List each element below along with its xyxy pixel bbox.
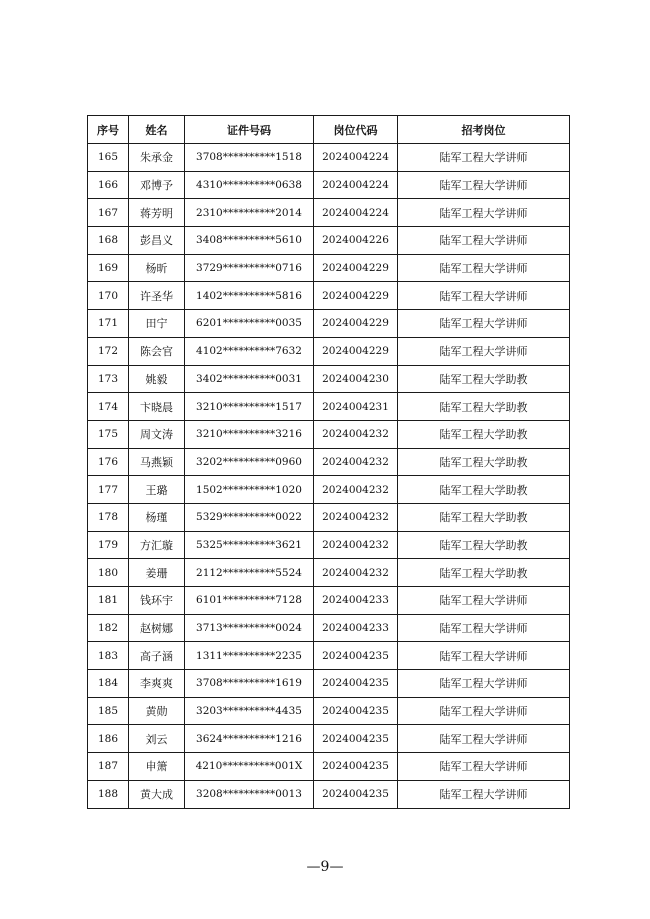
table-row <box>88 144 570 172</box>
cell-position-code: 2024004235 <box>314 642 398 670</box>
header-index: 序号 <box>88 116 129 144</box>
cell-id-number: 1502**********1020 <box>185 476 314 504</box>
cell-index: 177 <box>88 476 129 504</box>
cell-index: 166 <box>88 171 129 199</box>
cell-index: 172 <box>88 337 129 365</box>
cell-id-number: 5329**********0022 <box>185 503 314 531</box>
cell-name: 卞晓晨 <box>129 393 185 421</box>
cell-index: 181 <box>88 587 129 615</box>
cell-id-number: 3708**********1518 <box>185 144 314 172</box>
cell-id-number: 2112**********5524 <box>185 559 314 587</box>
cell-index: 182 <box>88 614 129 642</box>
cell-name: 赵树娜 <box>129 614 185 642</box>
cell-name: 周文涛 <box>129 420 185 448</box>
cell-index: 169 <box>88 254 129 282</box>
cell-position-code: 2024004224 <box>314 144 398 172</box>
roster-table-container <box>87 115 569 809</box>
cell-name: 方汇璇 <box>129 531 185 559</box>
cell-position: 陆军工程大学讲师 <box>398 254 570 282</box>
cell-position: 陆军工程大学讲师 <box>398 282 570 310</box>
cell-position-code: 2024004232 <box>314 420 398 448</box>
cell-position: 陆军工程大学讲师 <box>398 725 570 753</box>
cell-name: 许圣华 <box>129 282 185 310</box>
cell-name: 马燕颖 <box>129 448 185 476</box>
cell-name: 邓博予 <box>129 171 185 199</box>
table-row <box>88 254 570 282</box>
cell-name: 王璐 <box>129 476 185 504</box>
cell-position-code: 2024004229 <box>314 282 398 310</box>
table-row <box>88 780 570 808</box>
cell-index: 170 <box>88 282 129 310</box>
cell-index: 188 <box>88 780 129 808</box>
table-row <box>88 697 570 725</box>
cell-index: 186 <box>88 725 129 753</box>
cell-position: 陆军工程大学讲师 <box>398 753 570 781</box>
cell-position: 陆军工程大学助教 <box>398 559 570 587</box>
table-row <box>88 587 570 615</box>
header-name: 姓名 <box>129 116 185 144</box>
cell-name: 钱环宇 <box>129 587 185 615</box>
cell-index: 184 <box>88 670 129 698</box>
cell-position: 陆军工程大学讲师 <box>398 171 570 199</box>
cell-position: 陆军工程大学助教 <box>398 420 570 448</box>
cell-position-code: 2024004226 <box>314 227 398 255</box>
cell-id-number: 3208**********0013 <box>185 780 314 808</box>
cell-index: 175 <box>88 420 129 448</box>
cell-id-number: 1402**********5816 <box>185 282 314 310</box>
cell-position-code: 2024004229 <box>314 337 398 365</box>
cell-position-code: 2024004235 <box>314 753 398 781</box>
cell-position: 陆军工程大学助教 <box>398 531 570 559</box>
table-row <box>88 531 570 559</box>
cell-name: 李爽爽 <box>129 670 185 698</box>
cell-id-number: 3203**********4435 <box>185 697 314 725</box>
cell-position-code: 2024004235 <box>314 697 398 725</box>
cell-name: 朱承金 <box>129 144 185 172</box>
cell-name: 黄大成 <box>129 780 185 808</box>
table-row <box>88 725 570 753</box>
table-row <box>88 420 570 448</box>
cell-position: 陆军工程大学助教 <box>398 365 570 393</box>
cell-index: 168 <box>88 227 129 255</box>
cell-name: 高子涵 <box>129 642 185 670</box>
cell-id-number: 3729**********0716 <box>185 254 314 282</box>
cell-position-code: 2024004232 <box>314 531 398 559</box>
table-row <box>88 227 570 255</box>
cell-position-code: 2024004231 <box>314 393 398 421</box>
cell-index: 180 <box>88 559 129 587</box>
cell-id-number: 5325**********3621 <box>185 531 314 559</box>
cell-position-code: 2024004232 <box>314 503 398 531</box>
cell-position: 陆军工程大学助教 <box>398 503 570 531</box>
cell-index: 165 <box>88 144 129 172</box>
cell-name: 彭昌义 <box>129 227 185 255</box>
cell-position: 陆军工程大学讲师 <box>398 227 570 255</box>
cell-position-code: 2024004224 <box>314 199 398 227</box>
cell-name: 刘云 <box>129 725 185 753</box>
cell-position: 陆军工程大学讲师 <box>398 337 570 365</box>
table-row <box>88 199 570 227</box>
cell-id-number: 6201**********0035 <box>185 310 314 338</box>
cell-name: 姜珊 <box>129 559 185 587</box>
cell-name: 田宁 <box>129 310 185 338</box>
cell-position-code: 2024004230 <box>314 365 398 393</box>
cell-position-code: 2024004235 <box>314 725 398 753</box>
cell-position-code: 2024004224 <box>314 171 398 199</box>
cell-position: 陆军工程大学讲师 <box>398 780 570 808</box>
table-row <box>88 337 570 365</box>
cell-index: 185 <box>88 697 129 725</box>
table-row <box>88 365 570 393</box>
cell-index: 174 <box>88 393 129 421</box>
header-position-code: 岗位代码 <box>314 116 398 144</box>
table-row <box>88 559 570 587</box>
cell-position: 陆军工程大学助教 <box>398 448 570 476</box>
cell-name: 蒋芳明 <box>129 199 185 227</box>
cell-index: 178 <box>88 503 129 531</box>
cell-position: 陆军工程大学助教 <box>398 393 570 421</box>
header-id-number: 证件号码 <box>185 116 314 144</box>
cell-position: 陆军工程大学讲师 <box>398 587 570 615</box>
cell-id-number: 2310**********2014 <box>185 199 314 227</box>
cell-position: 陆军工程大学讲师 <box>398 199 570 227</box>
cell-position-code: 2024004232 <box>314 448 398 476</box>
table-row <box>88 503 570 531</box>
table-row <box>88 282 570 310</box>
cell-position: 陆军工程大学讲师 <box>398 642 570 670</box>
cell-id-number: 3210**********1517 <box>185 393 314 421</box>
cell-id-number: 3624**********1216 <box>185 725 314 753</box>
cell-position: 陆军工程大学讲师 <box>398 144 570 172</box>
table-body <box>88 144 570 809</box>
cell-id-number: 3713**********0024 <box>185 614 314 642</box>
table-row <box>88 614 570 642</box>
cell-index: 183 <box>88 642 129 670</box>
cell-id-number: 4310**********0638 <box>185 171 314 199</box>
table-row <box>88 448 570 476</box>
cell-position: 陆军工程大学讲师 <box>398 670 570 698</box>
cell-position-code: 2024004232 <box>314 559 398 587</box>
table-row <box>88 393 570 421</box>
cell-name: 黄勋 <box>129 697 185 725</box>
cell-position-code: 2024004235 <box>314 780 398 808</box>
cell-position-code: 2024004229 <box>314 310 398 338</box>
table-row <box>88 753 570 781</box>
cell-name: 杨昕 <box>129 254 185 282</box>
cell-position-code: 2024004232 <box>314 476 398 504</box>
cell-index: 171 <box>88 310 129 338</box>
cell-position-code: 2024004233 <box>314 587 398 615</box>
cell-position: 陆军工程大学助教 <box>398 476 570 504</box>
cell-index: 179 <box>88 531 129 559</box>
page-number: —9— <box>306 859 344 875</box>
cell-id-number: 6101**********7128 <box>185 587 314 615</box>
cell-index: 167 <box>88 199 129 227</box>
cell-id-number: 4102**********7632 <box>185 337 314 365</box>
cell-index: 173 <box>88 365 129 393</box>
header-position: 招考岗位 <box>398 116 570 144</box>
cell-id-number: 3708**********1619 <box>185 670 314 698</box>
cell-position: 陆军工程大学讲师 <box>398 697 570 725</box>
table-header-row <box>88 116 570 144</box>
table-row <box>88 670 570 698</box>
table-row <box>88 642 570 670</box>
cell-position: 陆军工程大学讲师 <box>398 310 570 338</box>
roster-table <box>87 115 570 809</box>
cell-id-number: 1311**********2235 <box>185 642 314 670</box>
cell-id-number: 3202**********0960 <box>185 448 314 476</box>
cell-name: 姚毅 <box>129 365 185 393</box>
cell-position-code: 2024004233 <box>314 614 398 642</box>
table-row <box>88 476 570 504</box>
cell-name: 杨瑾 <box>129 503 185 531</box>
cell-position: 陆军工程大学讲师 <box>398 614 570 642</box>
cell-name: 陈会官 <box>129 337 185 365</box>
cell-id-number: 3402**********0031 <box>185 365 314 393</box>
cell-index: 187 <box>88 753 129 781</box>
cell-id-number: 3210**********3216 <box>185 420 314 448</box>
cell-position-code: 2024004235 <box>314 670 398 698</box>
table-row <box>88 171 570 199</box>
cell-name: 申箫 <box>129 753 185 781</box>
cell-index: 176 <box>88 448 129 476</box>
cell-id-number: 3408**********5610 <box>185 227 314 255</box>
cell-id-number: 4210**********001X <box>185 753 314 781</box>
table-row <box>88 310 570 338</box>
cell-position-code: 2024004229 <box>314 254 398 282</box>
